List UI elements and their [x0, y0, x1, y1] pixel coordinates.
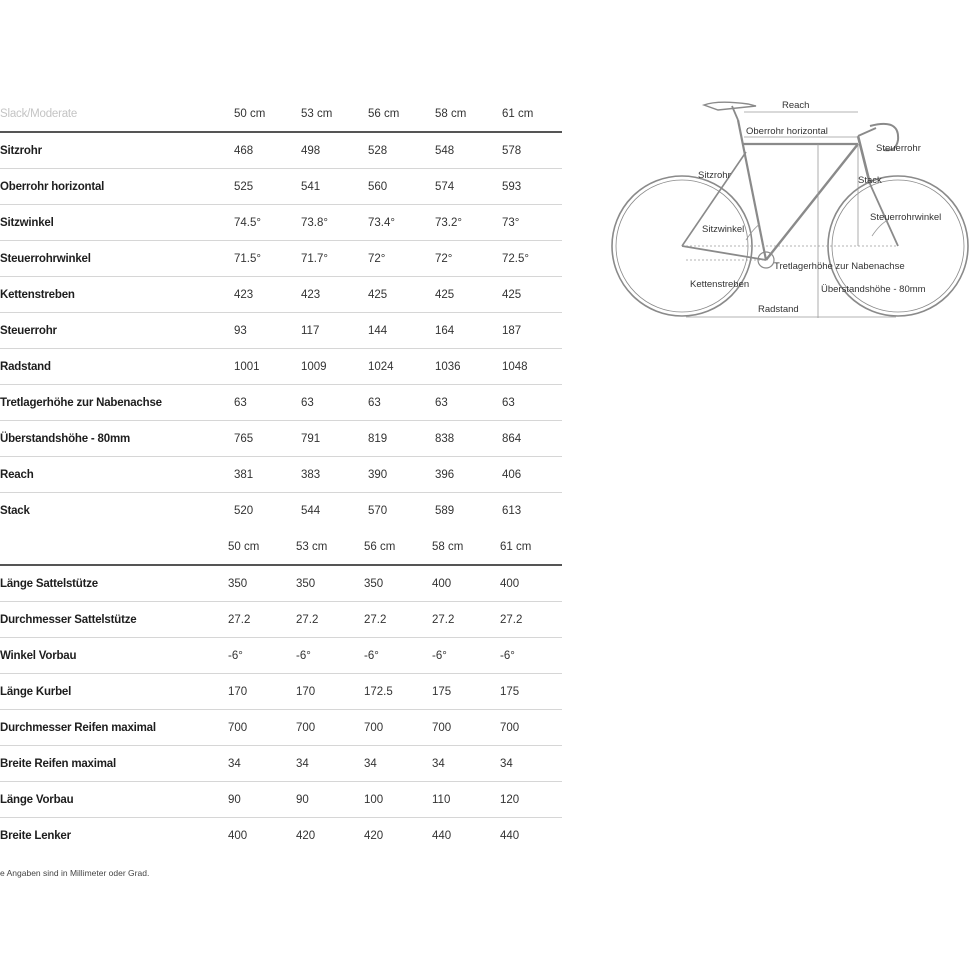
table-cell: 593	[502, 180, 522, 193]
table-cell: 400	[432, 577, 452, 590]
table-row	[0, 313, 562, 349]
row-label: Länge Kurbel	[0, 685, 72, 698]
size-header: 61 cm	[502, 108, 534, 120]
table-row	[0, 493, 562, 529]
table-cell: 120	[500, 793, 520, 806]
table-cell: 27.2	[500, 613, 523, 626]
table-cell: 1024	[368, 360, 394, 373]
table-cell: 72°	[368, 252, 386, 265]
table-cell: 423	[234, 288, 254, 301]
table-cell: 570	[368, 505, 388, 517]
label-sitzwinkel: Sitzwinkel	[702, 224, 745, 235]
table-cell: 406	[502, 468, 522, 481]
component-table	[0, 530, 562, 854]
size-header: 53 cm	[296, 541, 328, 553]
corner-label: Slack/Moderate	[0, 108, 78, 120]
label-stack: Stack	[858, 175, 882, 186]
row-label: Sitzwinkel	[0, 216, 54, 229]
table-cell: 440	[500, 830, 520, 842]
table-cell: 700	[228, 721, 248, 734]
size-header: 50 cm	[228, 541, 260, 553]
table-cell: 164	[435, 324, 455, 337]
table-cell: 144	[368, 324, 388, 337]
table-row	[0, 638, 562, 674]
table-cell: 170	[296, 685, 316, 698]
label-oberrohr: Oberrohr horizontal	[746, 126, 828, 137]
table-cell: 423	[301, 288, 321, 301]
table-cell: 1036	[435, 360, 461, 373]
table-cell: 400	[228, 830, 248, 842]
table-cell: 578	[502, 144, 522, 157]
size-header: 58 cm	[432, 541, 464, 553]
table-cell: 544	[301, 505, 321, 517]
table-cell: 73.8°	[301, 216, 328, 229]
table-cell: 74.5°	[234, 216, 261, 229]
label-steuerrohrwinkel: Steuerrohrwinkel	[870, 212, 942, 223]
table-cell: 420	[296, 830, 316, 842]
table-cell: -6°	[296, 649, 311, 662]
table-cell: 63	[435, 396, 448, 409]
row-label: Steuerrohr	[0, 324, 57, 337]
table-cell: 71.5°	[234, 252, 261, 265]
table-cell: 27.2	[364, 613, 387, 626]
table-cell: 170	[228, 685, 248, 698]
row-label: Durchmesser Sattelstütze	[0, 613, 137, 626]
footnote: e Angaben sind in Millimeter oder Grad.	[0, 868, 150, 878]
row-label: Reach	[0, 468, 34, 481]
label-ueberstand: Überstandshöhe - 80mm	[821, 284, 926, 295]
table-cell: 541	[301, 180, 321, 193]
table-row	[0, 782, 562, 818]
table-cell: 700	[296, 721, 316, 734]
label-tretlager: Tretlagerhöhe zur Nabenachse	[774, 261, 905, 272]
table-cell: 819	[368, 432, 388, 445]
table-cell: 73.2°	[435, 216, 462, 229]
table-cell: 172.5	[364, 685, 393, 698]
table-cell: 73.4°	[368, 216, 395, 229]
table-cell: 383	[301, 468, 321, 481]
table-cell: -6°	[228, 649, 243, 662]
table-cell: 525	[234, 180, 254, 193]
table-row	[0, 169, 562, 205]
size-header: 53 cm	[301, 108, 333, 120]
table-cell: 72°	[435, 252, 453, 265]
table-cell: 700	[432, 721, 452, 734]
row-label: Oberrohr horizontal	[0, 180, 105, 193]
table-cell: 700	[364, 721, 384, 734]
table-row	[0, 746, 562, 782]
table-cell: 175	[500, 685, 520, 698]
table-cell: 350	[364, 577, 384, 590]
table-cell: -6°	[364, 649, 379, 662]
table-cell: 350	[228, 577, 248, 590]
table-cell: 93	[234, 324, 247, 337]
table-cell: 63	[301, 396, 314, 409]
table-cell: 589	[435, 505, 455, 517]
table-cell: 27.2	[432, 613, 455, 626]
table-cell: 63	[502, 396, 515, 409]
table-cell: 350	[296, 577, 316, 590]
row-label: Stack	[0, 505, 30, 517]
table-cell: 396	[435, 468, 455, 481]
table-cell: 1009	[301, 360, 327, 373]
size-header: 61 cm	[500, 541, 532, 553]
main-geometry-table	[0, 97, 562, 529]
table-cell: 574	[435, 180, 455, 193]
table-cell: 548	[435, 144, 455, 157]
table-cell: 528	[368, 144, 388, 157]
row-label: Sitzrohr	[0, 144, 42, 157]
table-cell: 34	[500, 757, 513, 770]
table-cell: 34	[432, 757, 445, 770]
table-cell: 1048	[502, 360, 528, 373]
row-label: Länge Sattelstütze	[0, 577, 99, 590]
size-header-row	[0, 530, 562, 566]
table-cell: -6°	[432, 649, 447, 662]
table-cell: 498	[301, 144, 321, 157]
table-row	[0, 566, 562, 602]
table-cell: 34	[296, 757, 309, 770]
table-cell: 100	[364, 793, 384, 806]
table-cell: 117	[301, 324, 320, 337]
table-cell: 440	[432, 830, 452, 842]
table-cell: 864	[502, 432, 522, 445]
label-radstand: Radstand	[758, 304, 799, 315]
table-cell: 175	[432, 685, 452, 698]
table-row	[0, 674, 562, 710]
table-cell: 34	[364, 757, 377, 770]
table-cell: 72.5°	[502, 252, 529, 265]
table-row	[0, 602, 562, 638]
table-cell: 613	[502, 505, 522, 517]
table-cell: 425	[368, 288, 388, 301]
table-cell: 27.2	[296, 613, 319, 626]
table-row	[0, 241, 562, 277]
table-cell: 381	[234, 468, 254, 481]
row-label: Winkel Vorbau	[0, 649, 77, 662]
table-cell: 700	[500, 721, 520, 734]
row-label: Kettenstreben	[0, 288, 75, 301]
table-cell: 390	[368, 468, 388, 481]
table-cell: -6°	[500, 649, 515, 662]
table-cell: 838	[435, 432, 455, 445]
table-cell: 425	[435, 288, 455, 301]
table-cell: 468	[234, 144, 254, 157]
table-row	[0, 205, 562, 241]
stem	[858, 128, 876, 136]
table-cell: 71.7°	[301, 252, 328, 265]
size-header: 50 cm	[234, 108, 266, 120]
row-label: Tretlagerhöhe zur Nabenachse	[0, 396, 162, 409]
label-reach: Reach	[782, 100, 810, 111]
table-cell: 1001	[234, 360, 260, 373]
table-cell: 90	[296, 793, 309, 806]
row-label: Breite Lenker	[0, 830, 71, 842]
row-label: Länge Vorbau	[0, 793, 74, 806]
table-row	[0, 818, 562, 854]
label-steuerrohr: Steuerrohr	[876, 143, 921, 154]
table-cell: 63	[234, 396, 247, 409]
table-cell: 27.2	[228, 613, 251, 626]
row-label: Radstand	[0, 360, 51, 373]
table-cell: 187	[502, 324, 522, 337]
table-cell: 420	[364, 830, 384, 842]
sitzwinkel-arc	[746, 224, 760, 240]
label-sitzrohr: Sitzrohr	[698, 170, 731, 181]
row-label: Überstandshöhe - 80mm	[0, 432, 130, 445]
table-row	[0, 710, 562, 746]
table-cell: 425	[502, 288, 522, 301]
table-cell: 110	[432, 793, 451, 806]
table-row	[0, 349, 562, 385]
table-cell: 34	[228, 757, 241, 770]
size-header: 58 cm	[435, 108, 467, 120]
saddle	[704, 102, 756, 110]
table-row	[0, 133, 562, 169]
table-cell: 791	[301, 432, 321, 445]
size-header-row	[0, 97, 562, 133]
table-row	[0, 385, 562, 421]
chain-stay	[682, 246, 766, 260]
table-row	[0, 277, 562, 313]
table-row	[0, 421, 562, 457]
bike-geometry-diagram	[608, 92, 976, 322]
table-cell: 520	[234, 505, 254, 517]
row-label: Durchmesser Reifen maximal	[0, 721, 156, 734]
table-cell: 63	[368, 396, 381, 409]
table-cell: 73°	[502, 216, 520, 229]
table-cell: 560	[368, 180, 388, 193]
table-row	[0, 457, 562, 493]
size-header: 56 cm	[364, 541, 396, 553]
table-cell: 90	[228, 793, 241, 806]
label-kettenstreben: Kettenstreben	[690, 279, 750, 290]
table-cell: 400	[500, 577, 520, 590]
row-label: Breite Reifen maximal	[0, 757, 116, 770]
row-label: Steuerrohrwinkel	[0, 252, 91, 265]
size-header: 56 cm	[368, 108, 400, 120]
table-cell: 765	[234, 432, 254, 445]
